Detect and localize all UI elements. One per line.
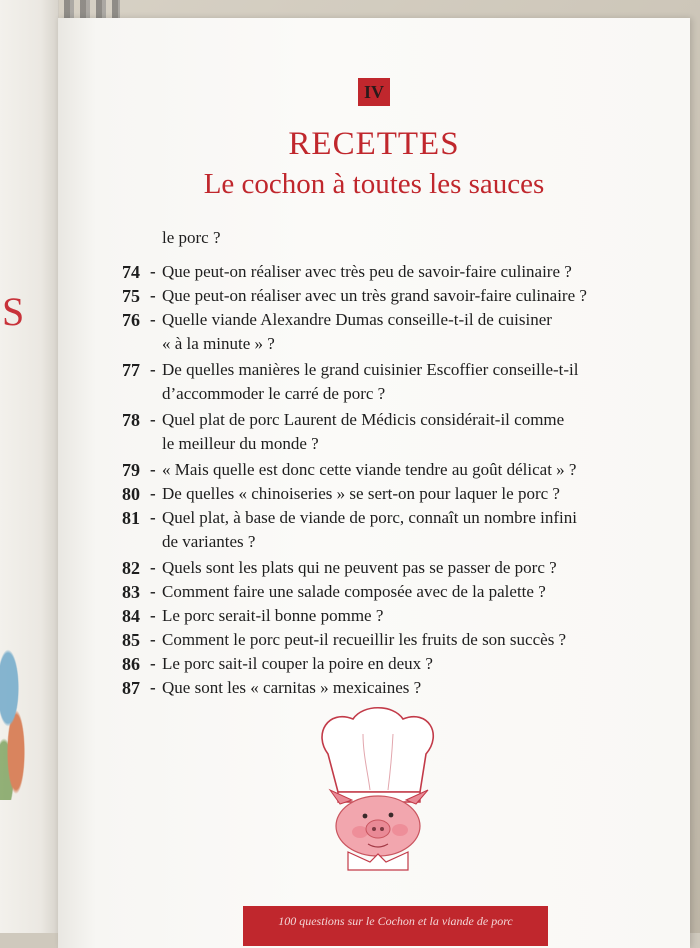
question-dash: - xyxy=(150,310,156,329)
left-page-illustration xyxy=(0,640,40,800)
question-text: Quels sont les plats qui ne peuvent pas se passer de porc ? xyxy=(162,558,557,577)
question-text: Quel plat, à base de viande de porc, connaît un nombre infini xyxy=(162,508,577,527)
question-number: 81 xyxy=(122,508,140,528)
question-dash: - xyxy=(150,262,156,281)
chapter-title: RECETTES xyxy=(288,126,460,162)
question-number: 87 xyxy=(122,678,140,698)
question-text: « Mais quelle est donc cette viande tendre au goût délicat » ? xyxy=(162,460,577,479)
question-text-continued: le meilleur du monde ? xyxy=(162,434,319,453)
question-number: 78 xyxy=(122,410,140,430)
question-text-continued: « à la minute » ? xyxy=(162,334,275,353)
question-number: 84 xyxy=(122,606,140,626)
question-text: Que sont les « carnitas » mexicaines ? xyxy=(162,678,422,697)
question-dash: - xyxy=(150,558,156,577)
footer-text: 100 questions sur le Cochon et la viande de porc xyxy=(278,914,513,928)
question-number: 86 xyxy=(122,654,140,674)
question-text-continued: d’accommoder le carré de porc ? xyxy=(162,384,386,403)
question-dash: - xyxy=(150,582,156,601)
question-dash: - xyxy=(150,286,156,305)
question-number: 76 xyxy=(122,310,140,330)
continued-line: le porc ? xyxy=(162,228,221,247)
question-text: De quelles « chinoiseries » se sert-on pour laquer le porc ? xyxy=(162,484,560,503)
question-dash: - xyxy=(150,360,156,379)
question-text: De quelles manières le grand cuisinier Escoffier conseille-t-il xyxy=(162,360,579,379)
question-number: 74 xyxy=(122,262,140,282)
question-dash: - xyxy=(150,460,156,479)
left-page-edge xyxy=(0,0,59,933)
pig-chef-illustration xyxy=(308,704,448,874)
question-number: 83 xyxy=(122,582,140,602)
question-number: 77 xyxy=(122,360,140,380)
question-dash: - xyxy=(150,630,156,649)
question-number: 85 xyxy=(122,630,140,650)
left-page-letter: S xyxy=(2,289,25,334)
question-dash: - xyxy=(150,606,156,625)
question-number: 75 xyxy=(122,286,140,306)
chapter-subtitle: Le cochon à toutes les sauces xyxy=(203,168,545,200)
question-text: Que peut-on réaliser avec un très grand savoir-faire culinaire ? xyxy=(162,286,587,305)
question-text-continued: de variantes ? xyxy=(162,532,256,551)
book-page xyxy=(58,18,690,948)
question-text: Le porc sait-il couper la poire en deux ? xyxy=(162,654,433,673)
question-dash: - xyxy=(150,678,156,697)
question-number: 79 xyxy=(122,460,140,480)
chapter-number-badge: IV xyxy=(358,78,390,106)
question-text: Le porc serait-il bonne pomme ? xyxy=(162,606,384,625)
question-text: Comment le porc peut-il recueillir les fruits de son succès ? xyxy=(162,630,567,649)
question-text: Comment faire une salade composée avec de la palette ? xyxy=(162,582,546,601)
question-number: 80 xyxy=(122,484,140,504)
question-number: 82 xyxy=(122,558,140,578)
question-text: Quel plat de porc Laurent de Médicis considérait-il comme xyxy=(162,410,565,429)
question-dash: - xyxy=(150,484,156,503)
question-dash: - xyxy=(150,654,156,673)
question-dash: - xyxy=(150,508,156,527)
footer-band xyxy=(243,906,548,946)
question-text: Que peut-on réaliser avec très peu de savoir-faire culinaire ? xyxy=(162,262,572,281)
question-text: Quelle viande Alexandre Dumas conseille-t-il de cuisiner xyxy=(162,310,552,329)
question-dash: - xyxy=(150,410,156,429)
